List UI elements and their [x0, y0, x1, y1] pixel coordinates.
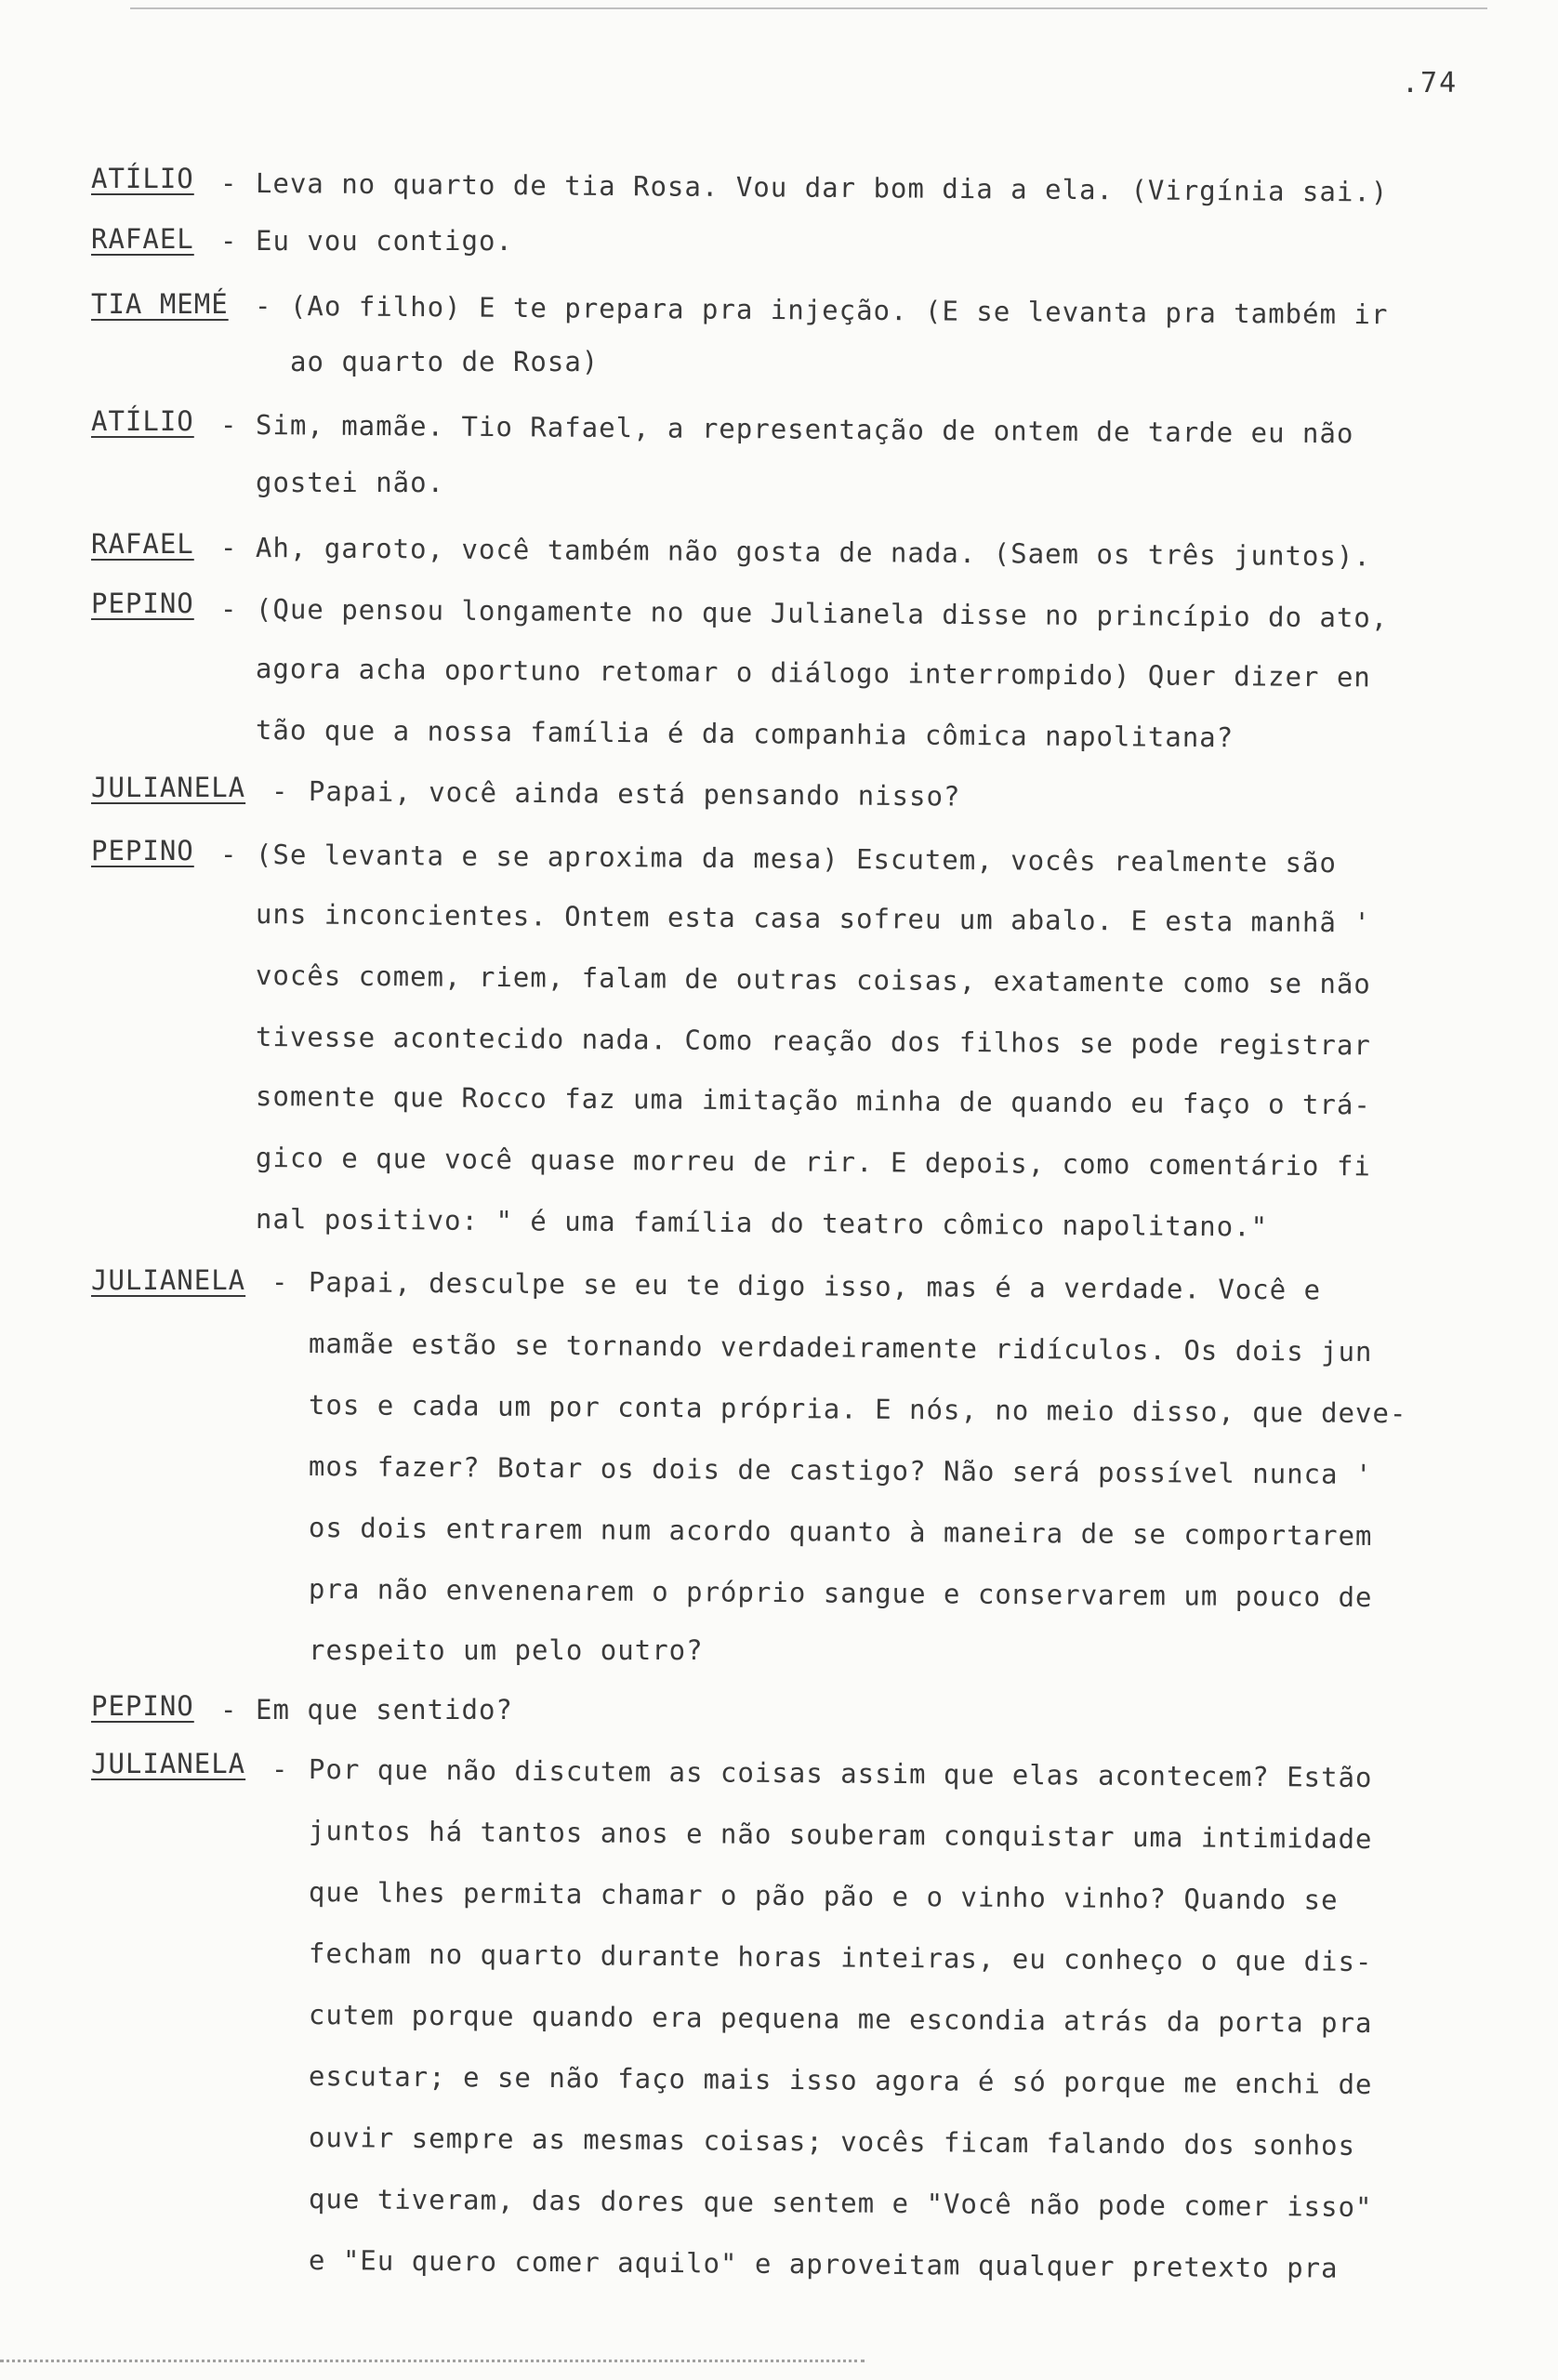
dialogue-dash: - [220, 839, 237, 870]
dialogue-line: Por que não discutem as coisas assim que elas acontecem? Estão [308, 1753, 1373, 1793]
dialogue-line: Papai, desculpe se eu te digo isso, mas é a verdade. Você e [308, 1266, 1322, 1306]
dialogue-line: gico e que você quase morreu de rir. E depois, como comentário fi [255, 1142, 1371, 1183]
speaker-name: ATÍLIO [91, 405, 194, 437]
speaker-name: PEPINO [91, 1690, 194, 1722]
speaker-name: TIA MEMÉ [91, 288, 229, 320]
dialogue-dash: - [271, 1753, 288, 1785]
speaker-name: ATÍLIO [91, 163, 194, 194]
dialogue-dash: - [220, 532, 237, 563]
speaker-name: RAFAEL [91, 528, 194, 560]
dialogue-dash: - [220, 167, 237, 199]
dialogue-line: (Se levanta e se aproxima da mesa) Escutem, vocês realmente são [255, 839, 1338, 879]
dialogue-line: mos fazer? Botar os dois de castigo? Não será possível nunca ' [308, 1450, 1373, 1490]
speaker-name: PEPINO [91, 835, 194, 866]
dialogue-line: somente que Rocco faz uma imitação minha de quando eu faço o trá- [255, 1080, 1371, 1121]
dialogue-line: Ah, garoto, você também não gosta de nada. (Saem os três juntos). [255, 532, 1371, 573]
dialogue-dash: - [220, 409, 237, 441]
dialogue-line: pra não envenenarem o próprio sangue e conservarem um pouco de [308, 1573, 1373, 1613]
dialogue-line: vocês comem, riem, falam de outras coisas, exatamente como se não [255, 959, 1371, 1000]
dialogue-line: Em que sentido? [256, 1694, 513, 1726]
speaker-name: PEPINO [91, 588, 194, 619]
speaker-name: JULIANELA [91, 772, 246, 803]
dialogue-line: agora acha oportuno retomar o diálogo interrompido) Quer dizer en [255, 653, 1371, 694]
dialogue-line: Sim, mamãe. Tio Rafael, a representação de ontem de tarde eu não [255, 409, 1354, 450]
dialogue-line: (Que pensou longamente no que Julianela disse no princípio do ato, [255, 593, 1389, 634]
page-number: .74 [1402, 67, 1459, 99]
dialogue-line: nal positivo: " é uma família do teatro cômico napolitano." [255, 1203, 1269, 1243]
dialogue-line: (Ao filho) E te prepara pra injeção. (E se levanta pra também ir [289, 290, 1389, 331]
dialogue-line: tivesse acontecido nada. Como reação dos filhos se pode registrar [255, 1021, 1371, 1062]
speaker-name: JULIANELA [91, 1748, 246, 1779]
dialogue-line: tos e cada um por conta própria. E nós, no meio disso, que deve- [308, 1389, 1407, 1430]
top-edge-line [130, 7, 1487, 9]
dialogue-line: cutem porque quando era pequena me escondia atrás da porta pra [308, 1999, 1373, 2039]
speaker-name: JULIANELA [91, 1264, 246, 1296]
dialogue-line: ao quarto de Rosa) [290, 346, 600, 377]
dialogue-line: gostei não. [256, 467, 445, 498]
dialogue-line: mamãe estão se tornando verdadeiramente ridículos. Os dois jun [308, 1328, 1373, 1368]
dialogue-line: Papai, você ainda está pensando nisso? [308, 775, 961, 813]
dialogue-line: Leva no quarto de tia Rosa. Vou dar bom dia a ela. (Virgínia sai.) [255, 167, 1389, 208]
dialogue-dash: - [255, 290, 271, 322]
dialogue-dash: - [271, 775, 288, 807]
dialogue-line: fecham no quarto durante horas inteiras, eu conheço o que dis- [308, 1937, 1373, 1977]
dialogue-line: escutar; e se não faço mais isso agora é só porque me enchi de [308, 2060, 1373, 2100]
dialogue-dash: - [220, 225, 237, 257]
dialogue-line: e "Eu quero comer aquilo" e aproveitam qualquer pretexto pra [308, 2244, 1339, 2284]
dialogue-dash: - [271, 1266, 288, 1298]
speaker-name: RAFAEL [91, 223, 194, 255]
dialogue-line: os dois entrarem num acordo quanto à maneira de se comportarem [308, 1512, 1373, 1552]
bottom-edge-line [0, 2360, 865, 2362]
dialogue-line: que lhes permita chamar o pão pão e o vinho vinho? Quando se [308, 1876, 1339, 1916]
dialogue-line: tão que a nossa família é da companhia cômica napolitana? [255, 714, 1235, 754]
dialogue-line: ouvir sempre as mesmas coisas; vocês ficam falando dos sonhos [308, 2122, 1356, 2162]
dialogue-line: que tiveram, das dores que sentem e "Você não pode comer isso" [308, 2183, 1373, 2223]
dialogue-line: Eu vou contigo. [256, 225, 513, 257]
dialogue-line: juntos há tantos anos e não souberam conquistar uma intimidade [308, 1815, 1373, 1855]
dialogue-line: uns inconcientes. Ontem esta casa sofreu um abalo. E esta manhã ' [255, 898, 1371, 939]
dialogue-line: respeito um pelo outro? [309, 1634, 704, 1666]
dialogue-dash: - [220, 1694, 237, 1726]
dialogue-dash: - [220, 593, 237, 625]
